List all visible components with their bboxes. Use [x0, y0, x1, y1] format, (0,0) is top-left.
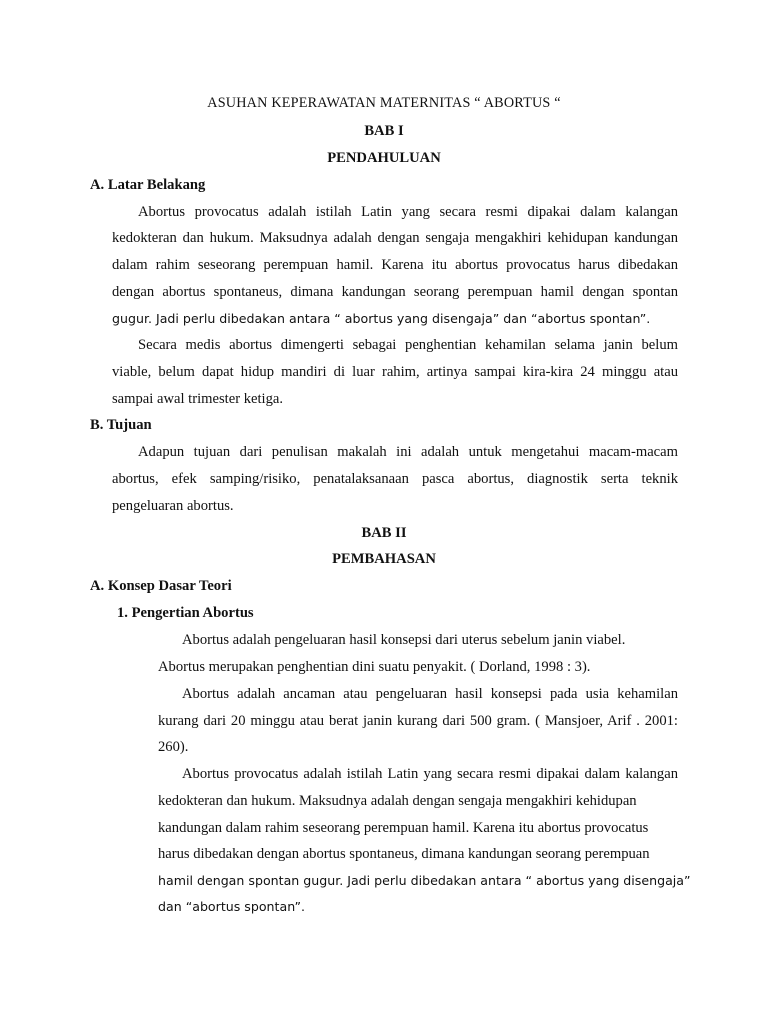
subsection-heading-pengertian-abortus: 1. Pengertian Abortus	[117, 605, 254, 621]
paragraph-line: hamil dengan spontan gugur. Jadi perlu dibedakan antara “ abortus yang disengaja”	[158, 873, 691, 888]
paragraph-line: kurang dari 20 minggu atau berat janin kurang dari 500 gram. ( Mansjoer, Arif . 2001:	[158, 713, 678, 729]
paragraph-line: dan “abortus spontan”.	[158, 899, 306, 914]
paragraph-line: Adapun tujuan dari penulisan makalah ini adalah untuk mengetahui macam-macam	[138, 444, 678, 460]
paragraph-line: sampai awal trimester ketiga.	[112, 391, 284, 407]
paragraph-line: kedokteran dan hukum. Maksudnya adalah dengan sengaja mengakhiri kehidupan	[158, 793, 637, 809]
paragraph-line: kandungan dalam rahim seseorang perempuan hamil. Karena itu abortus provocatus	[158, 820, 649, 836]
document-title: ASUHAN KEPERAWATAN MATERNITAS “ ABORTUS “	[207, 95, 561, 111]
paragraph-line: viable, belum dapat hidup mandiri di luar rahim, artinya sampai kira-kira 24 minggu atau	[112, 364, 678, 380]
paragraph-line: kedokteran dan hukum. Maksudnya adalah dengan sengaja mengakhiri kehidupan kandungan	[112, 230, 678, 246]
paragraph-line: Abortus merupakan penghentian dini suatu penyakit. ( Dorland, 1998 : 3).	[158, 659, 591, 675]
bab2-label: BAB II	[361, 525, 407, 541]
paragraph-line: abortus, efek samping/risiko, penatalaksanaan pasca abortus, diagnostik serta teknik	[112, 471, 678, 487]
paragraph-line: gugur. Jadi perlu dibedakan antara “ abortus yang disengaja” dan “abortus spontan”.	[112, 311, 651, 326]
paragraph-line: pengeluaran abortus.	[112, 498, 234, 514]
paragraph-line: dalam rahim seseorang perempuan hamil. Karena itu abortus provocatus harus dibedakan	[112, 257, 678, 273]
section-heading-tujuan: B. Tujuan	[90, 417, 152, 433]
paragraph-line: 260).	[158, 739, 189, 755]
bab2-heading: PEMBAHASAN	[332, 551, 436, 567]
paragraph-line: Abortus provocatus adalah istilah Latin yang secara resmi dipakai dalam kalangan	[138, 204, 678, 220]
paragraph-line: Abortus adalah pengeluaran hasil konsepsi dari uterus sebelum janin viabel.	[182, 632, 626, 648]
bab1-label: BAB I	[364, 123, 404, 139]
bab1-heading: PENDAHULUAN	[327, 150, 441, 166]
paragraph-line: harus dibedakan dengan abortus spontaneus, dimana kandungan seorang perempuan	[158, 846, 650, 862]
paragraph-line: Abortus adalah ancaman atau pengeluaran hasil konsepsi pada usia kehamilan	[182, 686, 678, 702]
paragraph-line: Secara medis abortus dimengerti sebagai penghentian kehamilan selama janin belum	[138, 337, 678, 353]
section-heading-latar-belakang: A. Latar Belakang	[90, 177, 206, 193]
paragraph-line: dengan abortus spontaneus, dimana kandungan seorang perempuan hamil dengan spontan	[112, 284, 678, 300]
section-heading-konsep-dasar-teori: A. Konsep Dasar Teori	[90, 578, 232, 594]
paragraph-line: Abortus provocatus adalah istilah Latin yang secara resmi dipakai dalam kalangan	[182, 766, 678, 782]
